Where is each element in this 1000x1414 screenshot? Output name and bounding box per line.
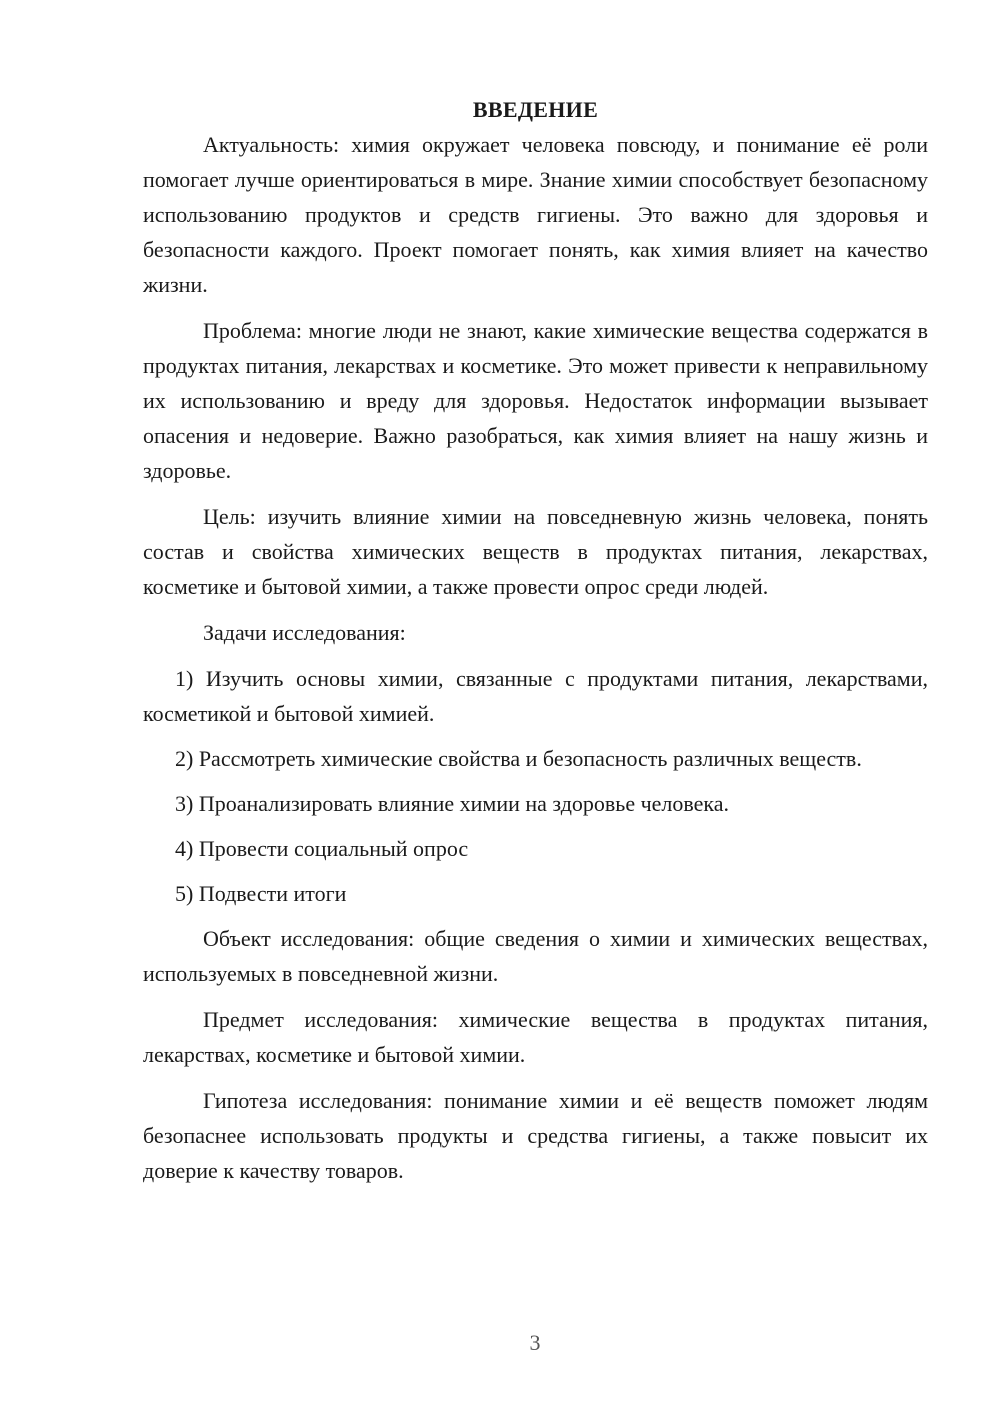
page-title: ВВЕДЕНИЕ	[472, 97, 599, 122]
list-item: 1) Изучить основы химии, связанные с продуктами питания, лекарствами, косметикой и бытовой химией.	[143, 666, 928, 726]
tasks-list	[143, 661, 928, 911]
problem-paragraph: Проблема: многие люди не знают, какие химические вещества содержатся в продуктах питания, лекарствах и косметике. Это может привести к неправильному их использованию и вреду для здоровья. Недостаток информации вызывает опасения и недоверие. Важно разобраться, как химия влияет на нашу жизнь и здоровье.	[143, 318, 928, 483]
relevance-paragraph: Актуальность: химия окружает человека повсюду, и понимание её роли помогает лучше ориентироваться в мире. Знание химии способствует безопасному использованию продуктов и средств гигиены. Это важно для здоровья и безопасности каждого. Проект помогает понять, как химия влияет на качество жизни.	[143, 132, 928, 297]
list-item: 4) Провести социальный опрос	[175, 836, 469, 861]
hypothesis-paragraph: Гипотеза исследования: понимание химии и её веществ поможет людям безопаснее использовать продукты и средства гигиены, а также повысит их доверие к качеству товаров.	[143, 1088, 928, 1183]
list-item: 2) Рассмотреть химические свойства и безопасность различных веществ.	[175, 746, 862, 771]
list-item: 3) Проанализировать влияние химии на здоровье человека.	[175, 791, 730, 816]
subject-paragraph: Предмет исследования: химические вещества в продуктах питания, лекарствах, косметике и бытовой химии.	[143, 1007, 928, 1067]
goal-paragraph: Цель: изучить влияние химии на повседневную жизнь человека, понять состав и свойства химических веществ в продуктах питания, лекарствах, косметике и бытовой химии, а также провести опрос среди людей.	[143, 504, 928, 599]
list-item: 5) Подвести итоги	[175, 881, 347, 906]
document-page	[143, 92, 928, 1199]
tasks-heading: Задачи исследования:	[203, 620, 406, 645]
page-number: 3	[529, 1330, 541, 1355]
object-paragraph: Объект исследования: общие сведения о химии и химических веществах, используемых в повседневной жизни.	[143, 926, 928, 986]
